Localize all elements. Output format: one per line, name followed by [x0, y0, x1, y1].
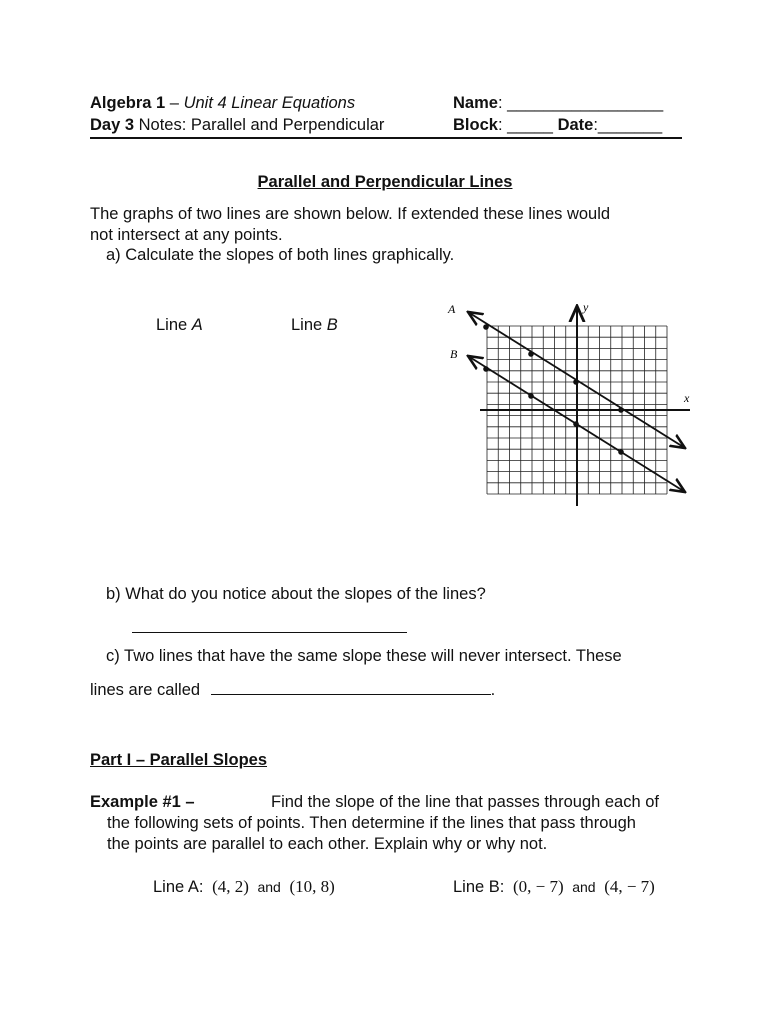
course-title [90, 93, 355, 114]
name-blank: : _________________ [497, 94, 664, 112]
page-title: Parallel and Perpendicular Lines [257, 173, 513, 191]
part-c-period: . [490, 681, 496, 699]
line-b-point [573, 421, 579, 427]
line-b-point [483, 366, 489, 372]
line-a-points [153, 876, 335, 898]
line-a-and: and [257, 879, 281, 895]
part-c-line-2 [90, 678, 495, 701]
graph-label-b: B [450, 347, 458, 361]
example-1-line-2: the following sets of points. Then determine if the lines that pass through [107, 814, 636, 832]
line-a-point-1: (4, 2) [212, 877, 249, 896]
course-name: Algebra 1 [90, 94, 166, 112]
line-a-point-2: (10, 8) [289, 877, 335, 896]
date-blank: :_______ [593, 116, 663, 134]
line-b-points [453, 876, 655, 898]
block-label: Block [453, 116, 498, 134]
line-a-point [618, 407, 624, 413]
unit-name: Unit 4 Linear Equations [183, 94, 356, 112]
day-title [90, 115, 384, 136]
part-a-question: a) Calculate the slopes of both lines graphically. [106, 246, 455, 264]
line-a-word: Line [156, 316, 192, 334]
name-label: Name [453, 94, 498, 112]
line-b-letter: B [326, 316, 338, 334]
part-1-heading: Part I – Parallel Slopes [90, 751, 268, 769]
part-c-line-1: c) Two lines that have the same slope these will never intersect. These [106, 647, 622, 665]
block-blank: : _____ [497, 116, 558, 134]
line-a-points-label: Line A: [153, 878, 204, 896]
line-b-answer-label [291, 315, 338, 336]
line-b-point-1: (0, − 7) [512, 877, 564, 896]
coordinate-graph [440, 296, 700, 511]
line-b-point [618, 449, 624, 455]
line-b-and: and [572, 879, 596, 895]
part-b-question: b) What do you notice about the slopes of the lines? [106, 585, 486, 603]
day-label: Day 3 [90, 116, 135, 134]
part-c-text: lines are called [90, 681, 201, 699]
line-a-point [483, 324, 489, 330]
line-a-answer-label [156, 315, 203, 336]
intro-line-1: The graphs of two lines are shown below. If extended these lines would [90, 205, 611, 223]
example-1-line-3: the points are parallel to each other. Explain why or why not. [107, 835, 548, 853]
x-axis-label: x [684, 391, 690, 405]
line-a-letter: A [191, 316, 203, 334]
header-rule [90, 137, 682, 139]
part-b-answer-blank[interactable] [132, 632, 407, 633]
name-field [453, 93, 663, 114]
line-a-point [528, 351, 534, 357]
part-c-answer-blank[interactable] [211, 678, 491, 695]
y-axis-label: y [583, 300, 589, 314]
notes-label: Notes: Parallel and Perpendicular [134, 116, 385, 134]
example-1-label: Example #1 – [90, 793, 195, 811]
intro-line-2: not intersect at any points. [90, 226, 283, 244]
date-label: Date [557, 116, 594, 134]
line-b-word: Line [291, 316, 327, 334]
graph-label-a: A [448, 302, 456, 316]
line-a-point [573, 379, 579, 385]
block-date-field [453, 115, 662, 136]
course-dash: – [165, 94, 184, 112]
example-1-line-1: Find the slope of the line that passes through each of [271, 793, 660, 811]
line-b-point-2: (4, − 7) [604, 877, 655, 896]
line-b-points-label: Line B: [453, 878, 505, 896]
line-b-point [528, 393, 534, 399]
